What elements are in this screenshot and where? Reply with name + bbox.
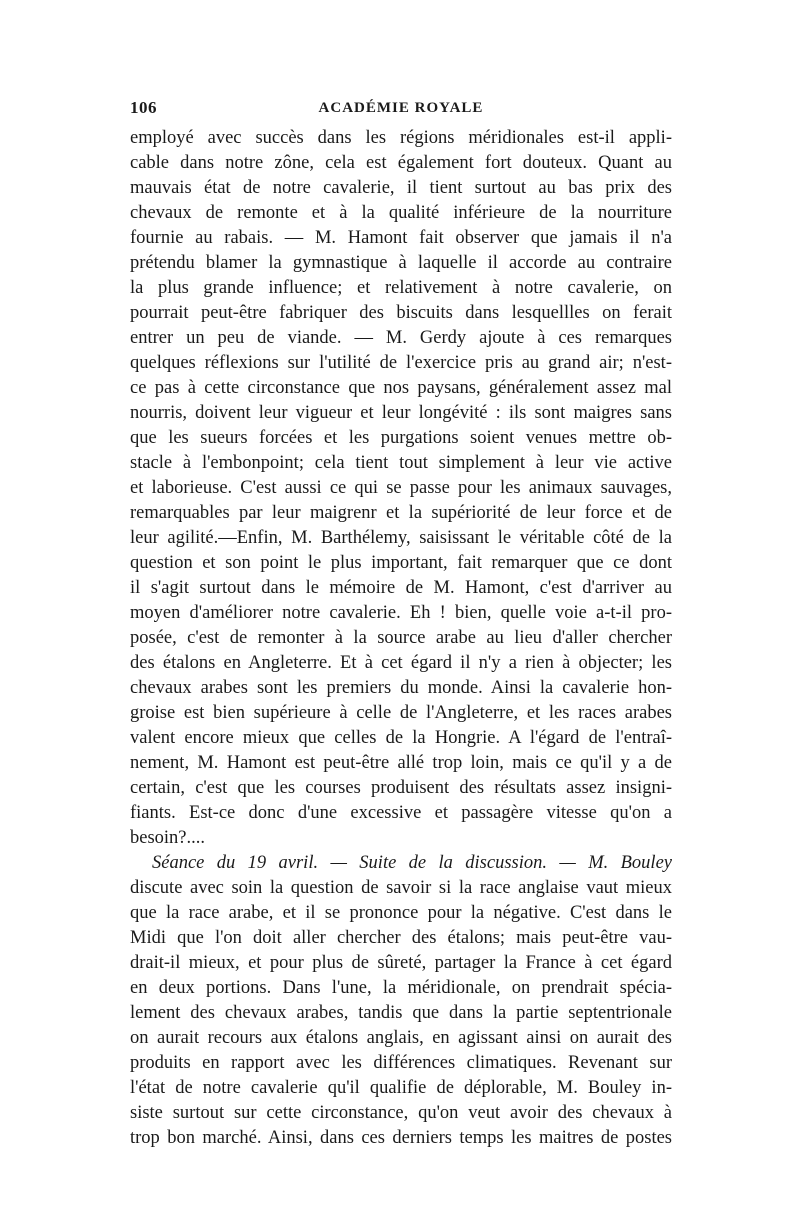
text-line: stacle à l'embonpoint; cela tient tout simplement à leur vie active — [130, 453, 672, 473]
text-line: pourrait peut-être fabriquer des biscuits dans lesquellles on ferait — [130, 303, 672, 323]
text-line: Midi que l'on doit aller chercher des étalons; mais peut-être vau- — [130, 928, 672, 948]
text-line: question et son point le plus important, fait remarquer que ce dont — [130, 553, 672, 573]
text-line: discute avec soin la question de savoir si la race anglaise vaut mieux — [130, 878, 672, 898]
text-line: besoin?.... — [130, 828, 206, 848]
running-title: ACADÉMIE ROYALE — [318, 100, 484, 116]
text-line: lement des chevaux arabes, tandis que dans la partie septentrionale — [130, 1003, 672, 1023]
text-line: trop bon marché. Ainsi, dans ces derniers temps les maitres de postes — [130, 1128, 672, 1148]
text-line: que les sueurs forcées et les purgations soient venues mettre ob- — [130, 428, 672, 448]
text-line: ce pas à cette circonstance que nos paysans, généralement assez mal — [130, 378, 672, 398]
body-text — [130, 126, 672, 1151]
section-heading-line: Séance du 19 avril. — Suite de la discussion. — M. Bouley — [152, 853, 672, 873]
text-line: l'état de notre cavalerie qu'il qualifie de déplorable, M. Bouley in- — [130, 1078, 672, 1098]
text-line: produits en rapport avec les différences climatiques. Revenant sur — [130, 1053, 672, 1073]
text-line: que la race arabe, et il se prononce pour la négative. C'est dans le — [130, 903, 672, 923]
page-header — [130, 98, 672, 122]
text-line: mauvais état de notre cavalerie, il tient surtout au bas prix des — [130, 178, 672, 198]
text-line: des étalons en Angleterre. Et à cet égard il n'y a rien à objecter; les — [130, 653, 672, 673]
page-number: 106 — [130, 98, 157, 117]
text-line: prétendu blamer la gymnastique à laquelle il accorde au contraire — [130, 253, 672, 273]
text-line: chevaux de remonte et à la qualité inférieure de la nourriture — [130, 203, 672, 223]
text-line: leur agilité.—Enfin, M. Barthélemy, saisissant le véritable côté de la — [130, 528, 672, 548]
text-line: chevaux arabes sont les premiers du monde. Ainsi la cavalerie hon- — [130, 678, 672, 698]
text-line: entrer un peu de viande. — M. Gerdy ajoute à ces remarques — [130, 328, 672, 348]
text-line: moyen d'améliorer notre cavalerie. Eh ! bien, quelle voie a-t-il pro- — [130, 603, 672, 623]
text-line: groise est bien supérieure à celle de l'Angleterre, et les races arabes — [130, 703, 672, 723]
text-line: certain, c'est que les courses produisent des résultats assez insigni- — [130, 778, 672, 798]
text-line: quelques réflexions sur l'utilité de l'exercice pris au grand air; n'est- — [130, 353, 672, 373]
text-line: posée, c'est de remonter à la source arabe au lieu d'aller chercher — [130, 628, 672, 648]
text-line: drait-il mieux, et pour plus de sûreté, partager la France à cet égard — [130, 953, 672, 973]
text-line: et laborieuse. C'est aussi ce qui se passe pour les animaux sauvages, — [130, 478, 672, 498]
text-line: on aurait recours aux étalons anglais, en agissant ainsi on aurait des — [130, 1028, 672, 1048]
text-line: remarquables par leur maigrenr et la supériorité de leur force et de — [130, 503, 672, 523]
text-line: nourris, doivent leur vigueur et leur longévité : ils sont maigres sans — [130, 403, 672, 423]
text-line: valent encore mieux que celles de la Hongrie. A l'égard de l'entraî- — [130, 728, 672, 748]
text-line: cable dans notre zône, cela est également fort douteux. Quant au — [130, 153, 672, 173]
text-line: fiants. Est-ce donc d'une excessive et passagère vitesse qu'on a — [130, 803, 672, 823]
text-line: en deux portions. Dans l'une, la méridionale, on prendrait spécia- — [130, 978, 672, 998]
text-line: nement, M. Hamont est peut-être allé trop loin, mais ce qu'il y a de — [130, 753, 672, 773]
text-line: employé avec succès dans les régions méridionales est-il appli- — [130, 128, 672, 148]
text-line: la plus grande influence; et relativement à notre cavalerie, on — [130, 278, 672, 298]
text-line: siste surtout sur cette circonstance, qu'on veut avoir des chevaux à — [130, 1103, 672, 1123]
text-line: il s'agit surtout dans le mémoire de M. Hamont, c'est d'arriver au — [130, 578, 672, 598]
text-line: fournie au rabais. — M. Hamont fait observer que jamais il n'a — [130, 228, 672, 248]
